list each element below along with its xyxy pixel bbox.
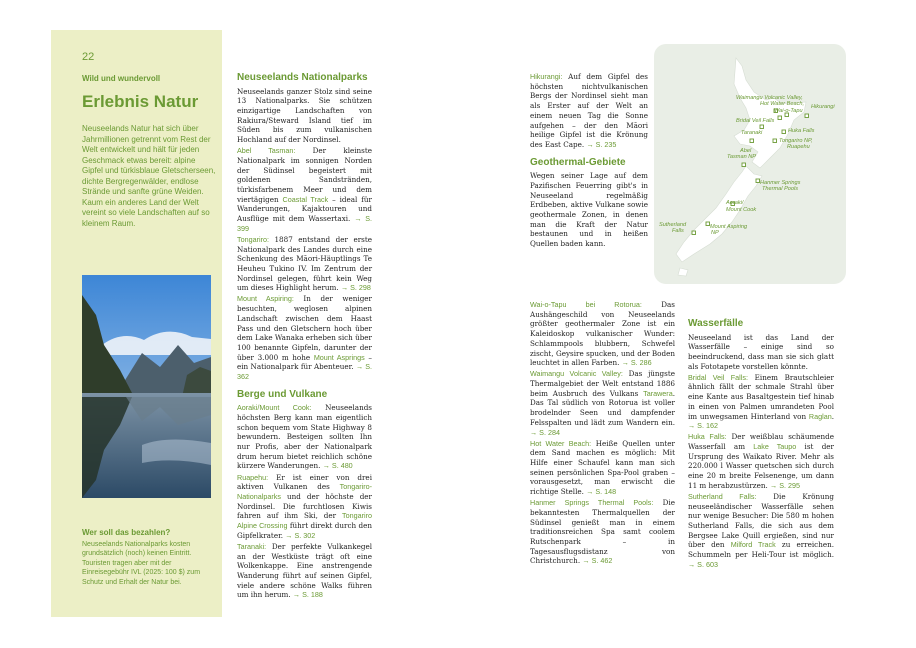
entry-term: Abel Tasman: bbox=[237, 146, 296, 156]
map-label: Ruapehu bbox=[787, 144, 810, 150]
entry-huka-falls bbox=[688, 432, 834, 490]
map-label: Wai-o-Tapu bbox=[774, 108, 803, 114]
map-marker-sutherland-falls[interactable] bbox=[692, 231, 696, 235]
map-label: Aoraki/ bbox=[726, 200, 744, 206]
entry-text: Das Aushängeschild von Neuseelands größter geothermaler Zone ist ein Kaleidoskop vulkanischer Wunder: Schlammpools blubbern, Schwefel zischt, Geysire spucken, und der Boden leuchtet in allen Farben. bbox=[530, 300, 675, 368]
entry-hanmer-springs bbox=[530, 498, 675, 566]
column-2 bbox=[530, 72, 648, 250]
column-3 bbox=[688, 318, 834, 571]
entry-text: Einem Brautschleier ähnlich fällt der schmale Strahl über eine Kante aus Basaltgestein tief hinab in einen von Palmen umrandeten Pool im unwegsamen Hinterland von bbox=[688, 372, 834, 421]
new-zealand-map bbox=[654, 44, 846, 284]
intro-text: Neuseelands Natur hat sich über Jahrmillionen getrennt vom Rest der Welt entwickelt und hält für jeden Geschmack etwas bereit: alpine Gipfel und türkisblaue Gletscherseen, dichte Bergregenwälder, endlose Strände und sanfte grüne Weiden. Kaum ein anderes Land der Welt vereint so viele Landschaften auf so kleinem Raum. bbox=[82, 124, 216, 228]
entry-term-inline: Tongariro-Nationalparks bbox=[237, 482, 372, 501]
section-heading-nationalparks: Neuseelands Nationalparks bbox=[237, 72, 368, 83]
map-label: Thermal Pools bbox=[762, 186, 799, 192]
entry-text: – ein Nationalpark für Abenteuer. bbox=[237, 352, 372, 372]
entry-sutherland-falls bbox=[688, 492, 834, 570]
entry-aoraki bbox=[237, 403, 372, 471]
infobox-title: Wer soll das bezahlen? bbox=[82, 528, 171, 537]
entry-term-inline: Coastal Track bbox=[282, 194, 329, 204]
entry-hot-water-beach bbox=[530, 439, 675, 497]
entry-term: Huka Falls: bbox=[688, 432, 727, 442]
entry-text: Das jüngste Thermalgebiet der Welt entstand 1886 beim Ausbruch des Vulkans bbox=[530, 369, 675, 398]
map-label: Hot Water Beach, bbox=[760, 101, 805, 107]
entry-taranaki bbox=[237, 542, 372, 600]
page-reference-link[interactable]: → S. 462 bbox=[582, 556, 613, 566]
entry-term-inline: Milford Track bbox=[730, 540, 776, 550]
infobox-text: Neuseelands Nationalparks kosten grundsätzlich (noch) keinen Eintritt. Touristen tragen aber mit der Einreisegebühr IVL (2025: 100 $) zum Schutz und Erhalt der Natur bei. bbox=[82, 541, 201, 586]
entry-term-inline: Mount Asprings bbox=[313, 352, 365, 362]
entry-text: Die bekanntesten Thermalquellen der Südinsel genießt man in einem traditionsreichen Spa samt coolem Rutschenpark – in Tagesausflugsdistanz von Christchurch. bbox=[530, 498, 675, 566]
entry-text: 1887 entstand der erste Nationalpark des Landes durch eine Schenkung des Māori-Häuptlings Te Heuheu Tukino IV. Im Zentrum der Nordinsel gelegen, führt kein Weg um dieses Highlight herum. bbox=[237, 234, 372, 293]
page-reference-link[interactable]: → S. 286 bbox=[621, 358, 652, 368]
map-label: Hanmer Springs bbox=[760, 180, 801, 186]
entry-term: Mount Aspiring: bbox=[237, 294, 294, 304]
entry-text: Neuseelands höchsten Berg kann man eigentlich schon bequem vom State Highway 8 bewundern. Besteigen sollten Ihn nur Profis, aber der Nationalpark drum herum bietet reichlich schöne kürzere Wanderungen. bbox=[237, 403, 372, 471]
entry-abel-tasman bbox=[237, 146, 372, 233]
entry-wai-o-tapu bbox=[530, 300, 675, 368]
map-label: Taranaki bbox=[741, 130, 763, 136]
map-marker-bridal-veil-falls[interactable] bbox=[760, 125, 764, 129]
entry-mount-aspiring bbox=[237, 294, 372, 381]
entry-term: Hot Water Beach: bbox=[530, 438, 592, 448]
entry-term: Bridal Veil Falls: bbox=[688, 372, 748, 382]
map-label: Falls bbox=[672, 228, 684, 234]
map-marker-mount-aspiring[interactable] bbox=[706, 222, 710, 226]
column-2-lower bbox=[530, 300, 675, 568]
section-heading-wasserfaelle: Wasserfälle bbox=[688, 318, 744, 329]
page-reference-link[interactable]: → S. 302 bbox=[285, 530, 316, 540]
entry-hikurangi bbox=[530, 72, 648, 150]
entry-term-inline: Lake Taupo bbox=[753, 442, 797, 452]
entry-text: Der kleinste Nationalpark im sonnigen Norden der Südinsel begeistert mit goldenen Sandstränden, türkisfarbenem Meer und dem viertägigen bbox=[237, 146, 373, 204]
page-reference-link[interactable]: → S. 235 bbox=[586, 139, 617, 149]
map-label: NP bbox=[711, 230, 719, 236]
entry-ruapehu bbox=[237, 473, 372, 541]
map-marker-tongariro[interactable] bbox=[773, 139, 777, 143]
map-marker-hikurangi[interactable] bbox=[805, 114, 809, 118]
entry-text: . bbox=[831, 411, 834, 421]
entry-bridal-veil-falls bbox=[688, 373, 834, 431]
entry-term-inline: Tongariro Alpine Crossing bbox=[237, 511, 372, 531]
map-land-icon bbox=[654, 44, 846, 284]
map-marker-hanmer-springs[interactable] bbox=[756, 179, 760, 183]
entry-text: und der höchste der Nordinsel. Die furchtlosen Kiwis fahren auf ihm Ski, der bbox=[237, 491, 372, 521]
page-reference-link[interactable]: → S. 284 bbox=[530, 427, 560, 437]
page-reference-link[interactable]: → S. 298 bbox=[340, 283, 371, 293]
page-reference-link[interactable]: → S. 295 bbox=[770, 480, 801, 490]
page-reference-link[interactable]: → S. 480 bbox=[322, 461, 353, 471]
entry-term: Waimangu Volcanic Valley: bbox=[530, 369, 623, 379]
map-marker-abel-tasman[interactable] bbox=[742, 163, 746, 167]
map-marker-huka-falls[interactable] bbox=[782, 130, 786, 134]
map-label: Sutherland bbox=[659, 222, 687, 228]
entry-term-inline: Raglan bbox=[808, 411, 832, 421]
page-reference-link[interactable]: → S. 399 bbox=[237, 214, 372, 233]
entry-text: Heiße Quellen unter dem Sand machen es möglich: Mit Hilfe einer Schaufel kann man sich seinen persönlichen Spa-Pool graben – vorausgesetzt, man erwischt die richtige Stelle. bbox=[530, 438, 675, 497]
entry-term: Aoraki/Mount Cook: bbox=[237, 403, 312, 413]
entry-text: zu erreichen. Schummeln per Heli-Tour ist möglich. bbox=[688, 540, 834, 560]
entry-term: Hanmer Springs Thermal Pools: bbox=[530, 498, 654, 508]
map-label: Bridal Veil Falls bbox=[736, 118, 775, 124]
entry-term: Hikurangi: bbox=[530, 72, 563, 81]
section-intro: Wegen seiner Lage auf dem Pazifischen Feuerring gibt's in Neuseeland regelmäßig Erdbeben, aktive Vulkane sowie geothermale Zonen, in denen man die Kraft der Natur bestaunen und in heißen Quellen baden kann. bbox=[530, 171, 648, 249]
entry-text: Der perfekte Vulkankegel an der Westküste trägt oft eine Wolkenkappe. Eine anstrengende Wanderung führt auf seinen Gipfel, viele andere schöne Walks führen um ihn herum. bbox=[237, 541, 372, 600]
sidebar-panel bbox=[51, 30, 222, 617]
entry-text: – ideal für Wanderungen, Kajaktouren und Ausflüge mit dem Wassertaxi. bbox=[237, 194, 372, 224]
entry-term: Wai-o-Tapu bei Rotorua: bbox=[530, 300, 642, 309]
map-label: Huka Falls bbox=[788, 128, 815, 134]
map-label: Tasman NP bbox=[727, 154, 757, 160]
entry-text: In der weniger besuchten, weglosen alpinen Landschaft zwischen dem Haast Pass und den Gletschern hoch über dem Lake Wanaka erheben sich über 100 benannte Gipfeln, darunter der über 3.000 m hohe bbox=[237, 294, 372, 362]
entry-term-inline: Tarawera bbox=[643, 388, 673, 398]
chapter-kicker: Wild und wundervoll bbox=[82, 74, 161, 83]
entry-text: ist der Ursprung des Waikato River. Mehr als 220.000 l Wasser quetschen sich durch eine 20 m breite Felsenenge, um dann 11 m herabzustürzen. bbox=[688, 442, 834, 490]
section-intro: Neuseeland ist das Land der Wasserfälle – einige sind so beeindruckend, dass man sie sich glatt als Fototapete vorstellen könnte. bbox=[688, 332, 834, 371]
entry-tongariro bbox=[237, 235, 372, 293]
map-label: Mount Cook bbox=[726, 207, 757, 213]
entry-text: Er ist einer von drei aktiven Vulkanen des bbox=[237, 472, 372, 492]
section-heading-berge: Berge und Vulkane bbox=[237, 388, 328, 400]
map-label: Tongariro NP, bbox=[779, 138, 813, 144]
entry-text: Die Krönung neuseeländischer Wasserfälle sehen nur wenige Besucher: Die 580 m hohen Sutherland Falls, die sich aus dem Bergsee Lake Quill ergießen, sind nur über den bbox=[688, 491, 834, 550]
map-marker-wai-o-tapu[interactable] bbox=[778, 116, 782, 120]
entry-term: Sutherland Falls: bbox=[688, 491, 757, 501]
page-reference-link[interactable]: → S. 148 bbox=[586, 487, 617, 497]
map-label: Waimangu Volcanic Valley, bbox=[736, 95, 803, 101]
map-label: Mount Aspiring bbox=[710, 224, 748, 230]
page-reference-link[interactable]: → S. 162 bbox=[688, 421, 718, 431]
section-intro: Neuseelands ganzer Stolz sind seine 13 Nationalparks. Sie schützen einzigartige Landschaften von Rakiura/Steward Island tief im Süden bis zum vulkanischen Hochland auf der Nordinsel. bbox=[237, 86, 372, 145]
entry-text: führt direkt durch den Gipfelkrater. bbox=[237, 521, 372, 540]
entry-text: Der weißblau schäumende Wasserfall am bbox=[688, 432, 835, 452]
page-reference-link[interactable]: → S. 603 bbox=[688, 559, 718, 569]
page-title: Erlebnis Natur bbox=[82, 92, 199, 111]
fjord-photo bbox=[82, 275, 211, 498]
entry-text: . Das Tal südlich von Rotorua ist voller brodelnder Seen und dampfender Felsspalten und lädt zum Wandern ein. bbox=[530, 388, 675, 427]
page-reference-link[interactable]: → S. 362 bbox=[237, 362, 373, 382]
entry-term: Taranaki: bbox=[237, 541, 267, 551]
entry-term: Tongariro: bbox=[237, 234, 269, 244]
map-label: Hikurangi bbox=[811, 104, 835, 110]
map-marker-taranaki[interactable] bbox=[750, 139, 754, 143]
entry-waimangu bbox=[530, 369, 675, 437]
page-reference-link[interactable]: → S. 188 bbox=[292, 590, 323, 600]
page-number: 22 bbox=[82, 51, 95, 63]
column-1 bbox=[237, 72, 372, 602]
map-label: Abel bbox=[740, 148, 752, 154]
entry-text: Auf dem Gipfel des höchsten nichtvulkanischen Bergs der Nordinsel sieht man als Erster auf der Welt an einem neuen Tag die Sonne aufgehen – der den Māori heilige Gipfel ist die Krönung des East Cape. bbox=[530, 72, 648, 149]
entry-term: Ruapehu: bbox=[237, 472, 269, 482]
section-heading-geothermal: Geothermal-Gebiete bbox=[530, 156, 626, 168]
